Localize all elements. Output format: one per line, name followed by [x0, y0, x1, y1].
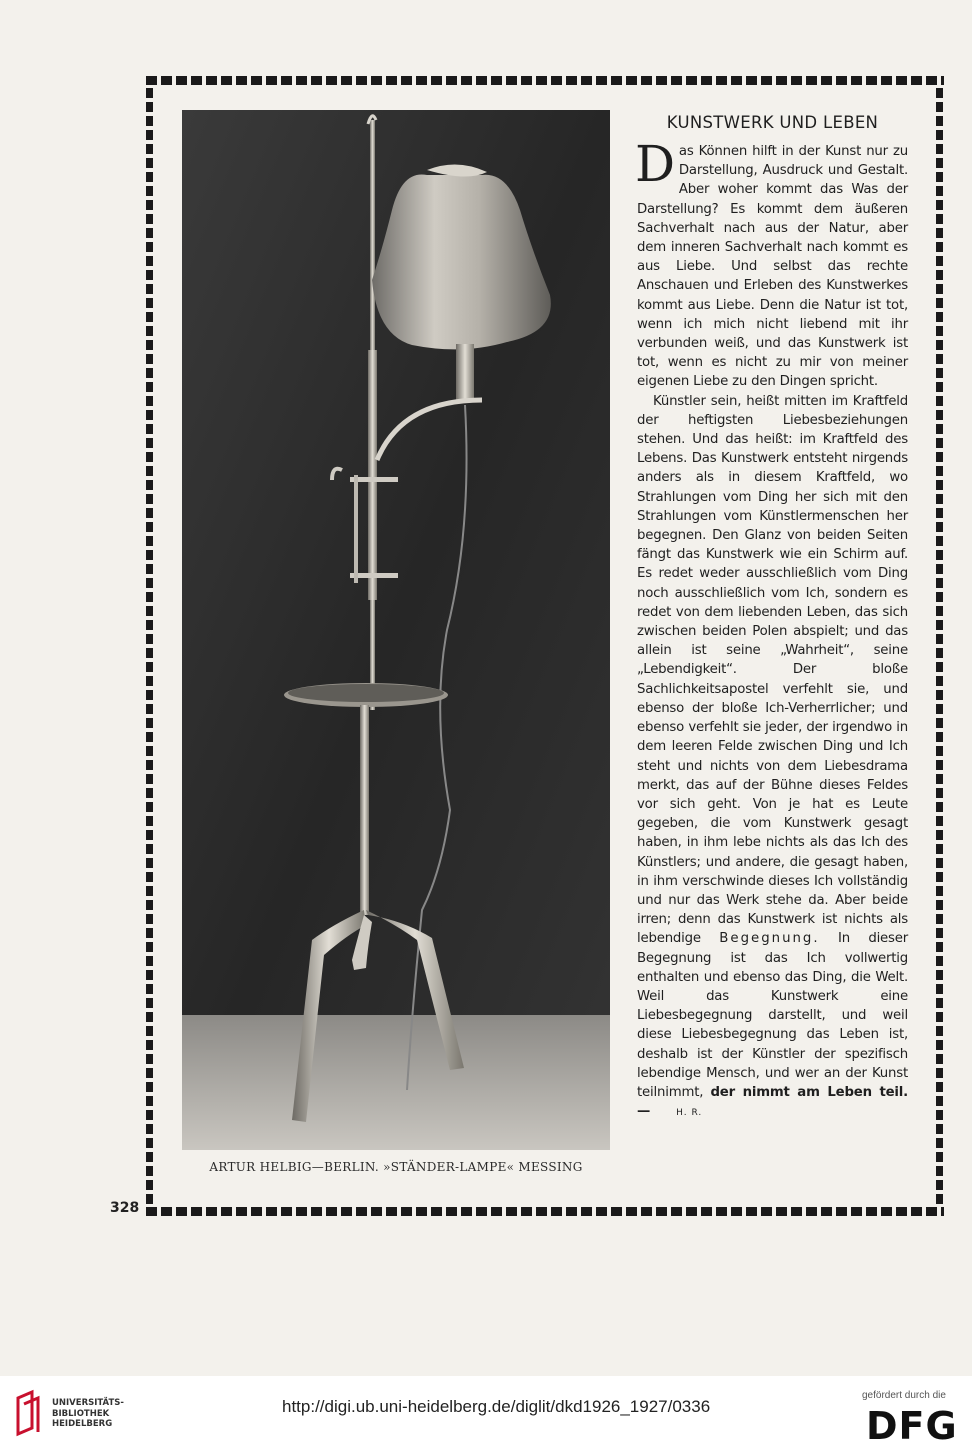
library-name-line-2: BIBLIOTHEK — [52, 1408, 110, 1419]
article-title: KUNSTWERK UND LEBEN — [666, 113, 879, 132]
author-signature: H. R. — [676, 1108, 703, 1119]
paragraph-2-emphasis: Begegnung. — [719, 931, 820, 947]
article — [637, 113, 908, 1123]
paragraph-2-continued: In dieser Begegnung ist das Ich vollwertig enthalten und ebenso das Ding, die Welt. Weil das Kunstwerk eine Liebesbegegnung darstellt, und weil diese Liebesbegegnung das Leben ist, deshalb ist der Künstler der spezifisch lebendige Mensch, und wer an der Kunst teilnimmt, — [637, 931, 909, 1100]
library-name-line-3: HEIDELBERG — [52, 1419, 113, 1429]
paragraph-2-text: Künstler sein, heißt mitten im Kraftfeld der heftigsten Liebesbeziehungen stehen. Und das heißt: im Kraftfeld des Lebens. Das Kunstwerk entsteht nirgends anders als in diesem Kraftfeld, wo Strahlungen vom Ding her sich mit den Strahlungen vom Künstlermenschen her begegnen. Den Glanz von beiden Seiten fängt das Kunstwerk wie ein Schirm auf. Es redet weder ausschließlich vom Ding noch ausschließlich vom Ich, sondern es redet von dem liebenden Leben, das sich zwischen beiden Polen abspielt; und das allein ist seine „Wahrheit“, seine „Lebendigkeit“. Der bloße Sachlichkeitsapostel verfehlt sie, und ebenso der bloße Ich-Verherrlicher; und ebenso verfehlt sie jeder, der irgendwo in dem leeren Felde zwischen Ding und Ich steht und nichts von dem Liebesdrama merkt, das auf der Bühne dieses Feldes vor sich geht. Von je hat es Leute gegeben, die vom Kunstwerk gesagt haben, in ihm lebe nichts als das Ich des Künstlers; und andere, die gesagt haben, in ihm verschwinde dieses Ich vollständig und nur das Werk stehe da. Aber beide irren; denn das Kunstwerk ist nichts als lebendige — [637, 393, 908, 947]
paragraph-1-text: as Können hilft in der Kunst nur zu Darstellung, Ausdruck und Gestalt. Aber woher kommt das Was der Darstellung? Es kommt dem äußeren Sachverhalt nach aus der Natur, aber dem inneren Sachverhalt nach kommt es aus Liebe. Und selbst das rechte Anschauen und Erleben des Kunstwerkes kommt aus Liebe. Denn die Natur ist tot, wenn ich mich nicht liebend mit ihr verbunden weiß, und das Kunstwerk ist tot, wenn es nicht zu mir von meiner eigenen Liebe zu den Dingen spricht. — [637, 144, 908, 390]
source-url-link[interactable]: http://digi.ub.uni-heidelberg.de/diglit/dkd1926_1927/0336 — [282, 1397, 711, 1416]
drop-cap: D — [635, 135, 675, 193]
photo-caption: ARTUR HELBIG—BERLIN. »STÄNDER-LAMPE« MESSING — [209, 1160, 583, 1174]
library-name — [52, 1398, 124, 1430]
page-number: 328 — [110, 1200, 140, 1216]
article-body — [635, 135, 909, 1123]
paragraph-2-ending: der nimmt am Leben teil. — — [637, 1084, 908, 1120]
paragraph-1 — [635, 135, 908, 392]
dfg-logo: DFG — [866, 1404, 958, 1448]
frame-border-bottom — [146, 1207, 944, 1216]
frame-border-left — [146, 88, 153, 1204]
library-logo-icon — [10, 1388, 50, 1438]
lamp-photograph — [182, 110, 610, 1150]
funded-by-label: gefördert durch die — [862, 1390, 946, 1401]
paragraph-2 — [637, 392, 908, 1124]
frame-border-top — [146, 76, 944, 85]
library-name-line-1: UNIVERSITÄTS- — [52, 1398, 124, 1408]
frame-border-right — [936, 88, 943, 1204]
